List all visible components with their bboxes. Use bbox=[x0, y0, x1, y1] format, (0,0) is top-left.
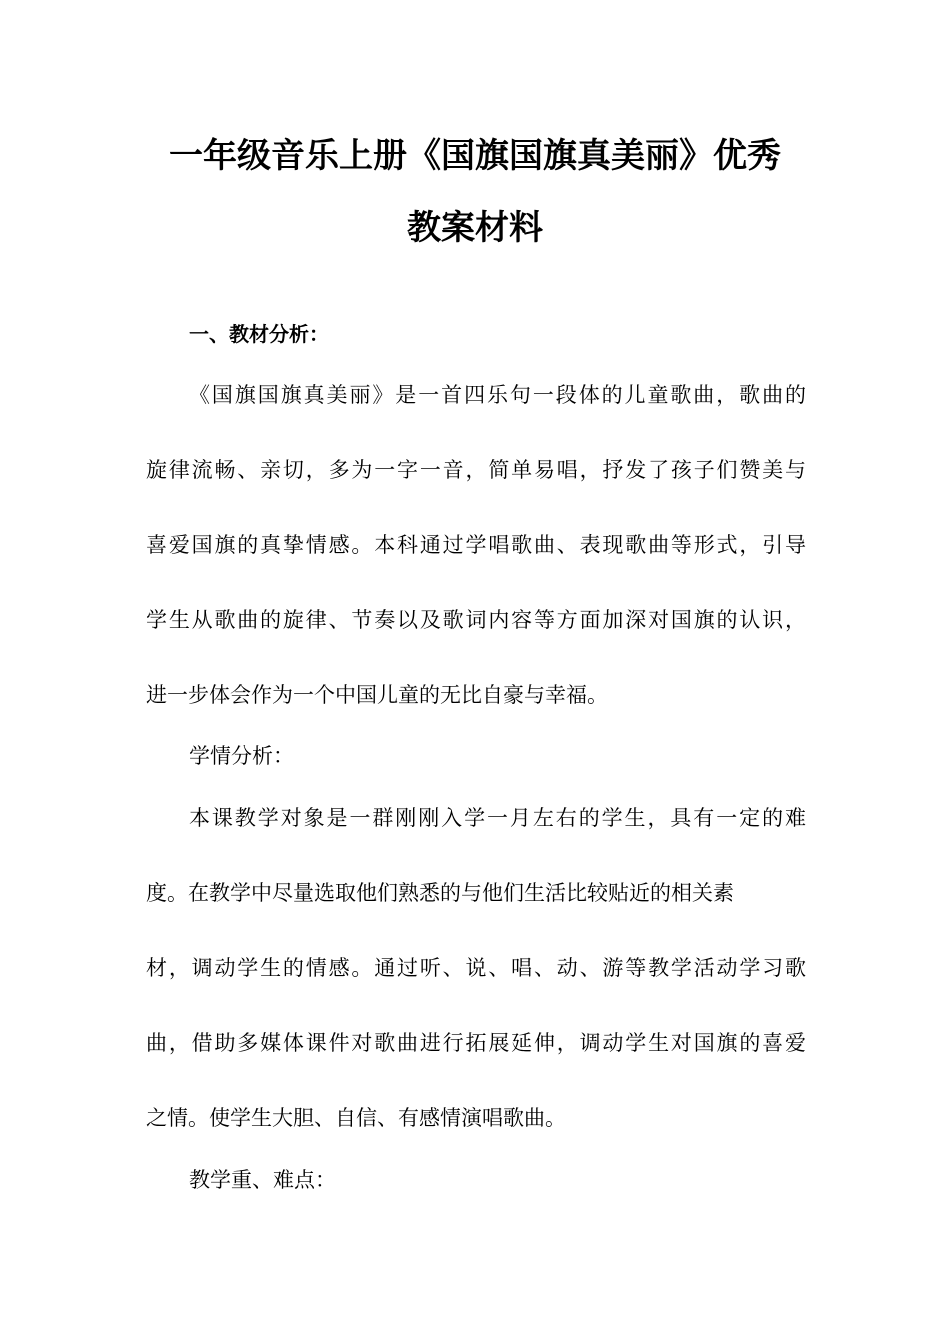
section-heading-key-difficulties: 教学重、难点： bbox=[189, 1168, 336, 1192]
paragraph-line: 进一步体会作为一个中国儿童的无比自豪与幸福。 bbox=[146, 683, 608, 707]
paragraph-line: 学生从歌曲的旋律、节奏以及歌词内容等方面加深对国旗的认识， bbox=[146, 608, 806, 632]
document-title-line-2: 教案材料 bbox=[407, 208, 543, 248]
paragraph-line: 喜爱国旗的真挚情感。本科通过学唱歌曲、表现歌曲等形式，引导 bbox=[146, 533, 806, 557]
section-heading-student-analysis: 学情分析： bbox=[189, 744, 294, 768]
paragraph-line: 《国旗国旗真美丽》是一首四乐句一段体的儿童歌曲，歌曲的 bbox=[189, 383, 806, 407]
paragraph-line: 之情。使学生大胆、自信、有感情演唱歌曲。 bbox=[146, 1106, 566, 1130]
paragraph-line: 材，调动学生的情感。通过听、说、唱、动、游等教学活动学习歌 bbox=[146, 956, 806, 980]
paragraph-line: 曲，借助多媒体课件对歌曲进行拓展延伸，调动学生对国旗的喜爱 bbox=[146, 1031, 806, 1055]
paragraph-line: 旋律流畅、亲切，多为一字一音，简单易唱，抒发了孩子们赞美与 bbox=[146, 458, 806, 482]
section-heading-textbook-analysis: 一、教材分析： bbox=[189, 322, 329, 346]
paragraph-line: 本课教学对象是一群刚刚入学一月左右的学生，具有一定的难 bbox=[189, 806, 806, 830]
document-title-line-1: 一年级音乐上册《国旗国旗真美丽》优秀 bbox=[169, 136, 781, 176]
paragraph-line: 度。在教学中尽量选取他们熟悉的与他们生活比较贴近的相关素 bbox=[146, 881, 734, 905]
